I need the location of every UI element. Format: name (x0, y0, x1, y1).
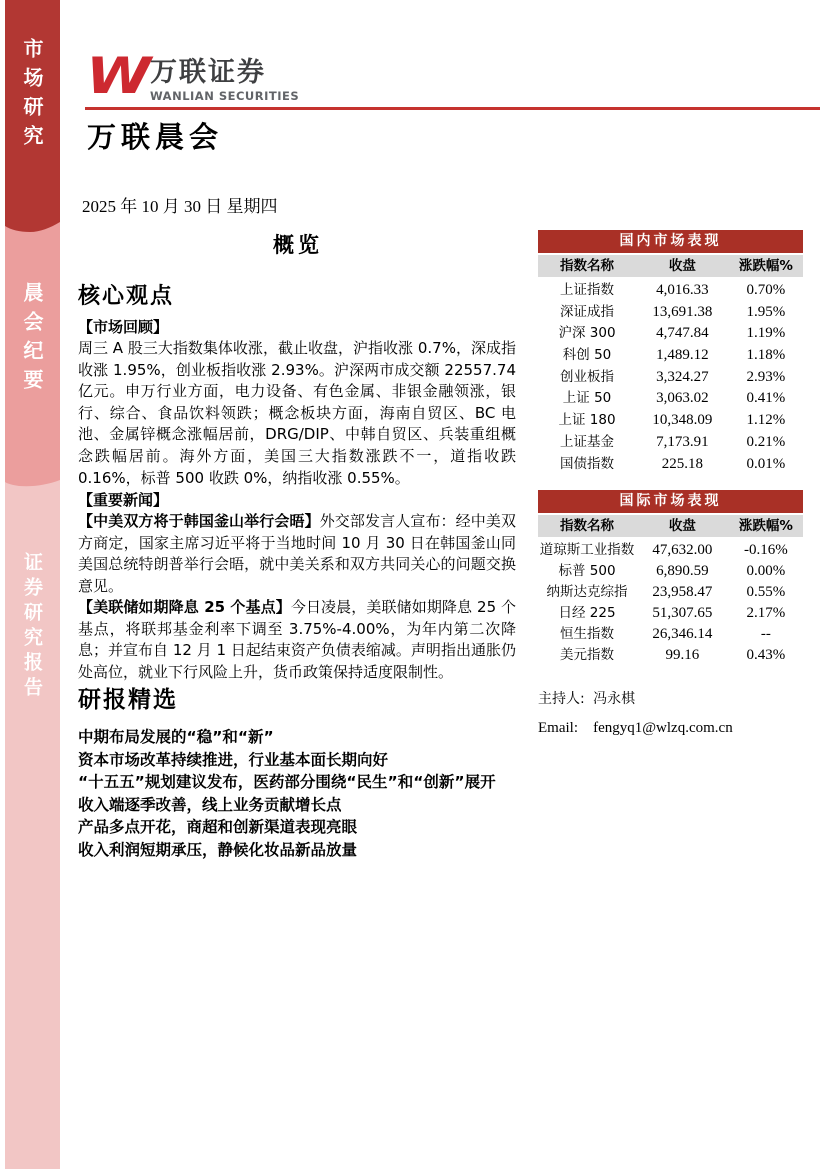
index-close: 4,016.33 (656, 282, 709, 298)
index-close: 26,346.14 (652, 626, 713, 642)
domestic-table-body (538, 280, 803, 475)
sidebar-section-morning-minutes: 晨会纪要 (20, 282, 44, 398)
index-close: 1,489.12 (656, 347, 709, 364)
table-row (538, 645, 803, 666)
index-change: 0.55% (746, 584, 786, 600)
host-name: 冯永棋 (593, 691, 636, 707)
index-change: 0.70% (746, 282, 786, 298)
table-row (538, 432, 803, 454)
index-name: 上证 180 (558, 412, 616, 429)
index-name: 标普 500 (558, 563, 616, 579)
table-row (538, 302, 803, 324)
table-row (538, 345, 803, 367)
table-row (538, 561, 803, 582)
index-change: 1.12% (746, 412, 786, 429)
index-close: 6,890.59 (656, 563, 709, 579)
index-change: 2.93% (746, 368, 786, 385)
index-name: 纳斯达克综指 (546, 584, 628, 600)
research-pick-item: 收入端逐季改善，线上业务贡献增长点 (78, 795, 342, 814)
index-change: 0.01% (746, 455, 786, 472)
overview-heading: 概览 (273, 233, 323, 257)
research-pick-item: 中期布局发展的“稳”和“新” (78, 728, 274, 746)
index-close: 51,307.65 (652, 605, 713, 621)
index-name: 道琼斯工业指数 (539, 542, 635, 558)
important-news-label: 【重要新闻】 (78, 491, 169, 509)
index-change: 1.19% (746, 325, 786, 342)
index-close: 3,063.02 (656, 390, 709, 407)
table-row (538, 454, 803, 476)
column-change-pct: 涨跌幅% (738, 518, 793, 534)
email-row (538, 717, 733, 737)
index-name: 深证成指 (560, 303, 615, 320)
column-index-name: 指数名称 (560, 258, 615, 274)
page-title: 万联晨会 (87, 120, 224, 154)
index-name: 创业板指 (560, 368, 615, 385)
table-row (538, 367, 803, 389)
index-change: -- (760, 626, 771, 642)
sidebar (5, 0, 60, 1169)
table-row (538, 624, 803, 645)
index-change: -0.16% (744, 542, 788, 558)
news-list (78, 511, 516, 683)
research-pick-item: 产品多点开花，商超和创新渠道表现亮眼 (78, 818, 358, 837)
table-row (538, 582, 803, 603)
index-name: 日经 225 (558, 605, 616, 621)
table-row (538, 388, 803, 410)
index-close: 3,324.27 (656, 368, 709, 385)
brand-name-en: WANLIAN SECURITIES (150, 89, 300, 104)
index-name: 上证 50 (562, 390, 612, 407)
column-change-pct: 涨跌幅% (738, 258, 793, 274)
host-label: 主持人: (538, 691, 585, 707)
index-close: 7,173.91 (656, 433, 709, 450)
host-block (538, 688, 733, 746)
table-row (538, 540, 803, 561)
host-row (538, 688, 733, 708)
index-close: 13,691.38 (652, 303, 713, 320)
index-change: 0.00% (746, 563, 786, 579)
market-review-label: 【市场回顾】 (78, 318, 169, 336)
index-change: 0.43% (746, 647, 786, 663)
domestic-table-column-header (538, 255, 803, 277)
index-close: 10,348.09 (652, 412, 713, 429)
column-close: 收盘 (668, 258, 696, 274)
index-close: 47,632.00 (652, 542, 713, 558)
index-name: 恒生指数 (560, 626, 615, 642)
index-change: 2.17% (746, 605, 786, 621)
email-value: fengyq1@wlzq.com.cn (593, 720, 733, 736)
index-change: 1.95% (746, 303, 786, 320)
international-table-column-header (538, 515, 803, 537)
index-close: 4,747.84 (656, 325, 709, 342)
news-item (78, 597, 516, 683)
index-name: 上证基金 (560, 433, 615, 450)
index-name: 科创 50 (562, 347, 612, 364)
international-market-table (538, 490, 803, 666)
core-views-heading: 核心观点 (78, 284, 175, 309)
table-row (538, 410, 803, 432)
domestic-market-table (538, 230, 803, 475)
index-name: 国债指数 (560, 455, 615, 472)
research-picks-heading: 研报精选 (78, 687, 178, 713)
index-close: 23,958.47 (652, 584, 713, 600)
table-row (538, 603, 803, 624)
index-name: 沪深 300 (558, 325, 616, 342)
index-change: 0.21% (746, 433, 786, 450)
research-pick-item: 资本市场改革持续推进，行业基本面长期向好 (78, 750, 389, 769)
report-date: 2025 年 10 月 30 日 星期四 (82, 197, 278, 216)
wanlian-logo-icon: W (86, 47, 152, 105)
column-close: 收盘 (668, 518, 696, 534)
news-item-body: 今日凌晨，美联储如期降息 25 个基点，将联邦基金利率下调至 3.75%-4.00%，为年内第二次降息；并宣布自 12 月 1 日起结束资产负债表缩减。声明指出通胀仍处高位，就业下行风险上升，货币政策保持适度限制性。 (78, 598, 516, 681)
email-label: Email: (538, 720, 578, 736)
domestic-table-title-bar: 国内市场表现 (538, 230, 803, 253)
sidebar-section-market-research: 市场研究 (20, 38, 44, 154)
research-picks-list (78, 726, 516, 862)
news-item (78, 511, 516, 597)
index-close: 99.16 (665, 647, 700, 663)
brand-name-cn: 万联证券 (150, 57, 266, 88)
table-row (538, 323, 803, 345)
index-close: 225.18 (661, 455, 704, 472)
table-row (538, 280, 803, 302)
index-name: 上证指数 (560, 282, 615, 298)
research-pick-item: “十五五”规划建议发布，医药部分围绕“民生”和“创新”展开 (78, 773, 496, 792)
international-table-body (538, 540, 803, 666)
index-change: 0.41% (746, 390, 786, 407)
header-divider-line (85, 107, 820, 110)
brand-block (150, 57, 299, 103)
research-pick-item: 收入利润短期承压，静候化妆品新品放量 (78, 840, 358, 859)
column-index-name: 指数名称 (560, 518, 615, 534)
news-item-title: 【中美双方将于韩国釜山举行会晤】 (78, 512, 320, 530)
sidebar-section-research-report: 证券研究报告 (21, 552, 43, 702)
news-item-body: 外交部发言人宣布：经中美双方商定，国家主席习近平将于当地时间 10 月 30 日在韩国釜山同美国总统特朗普举行会晤，就中美关系和双方共同关心的问题交换意见。 (78, 512, 516, 595)
market-review-paragraph: 周三 A 股三大指数集体收涨，截止收盘，沪指收涨 0.7%，深成指收涨 1.95%，创业板指收涨 2.93%。沪深两市成交额 22557.74 亿元。申万行业方面，电力设备、有色金属、非银金融领涨，银行、综合、食品饮料领跌；概念板块方面，海南自贸区、BC 电池、金属锌概念涨幅居前，DRG/DIP、中韩自贸区、兵装重组概念跌幅居前。海外方面，美国三大指数涨跌不一，道指收跌 0.16%，标普 500 收跌 0%，纳指收涨 0.55%。 (78, 339, 516, 487)
news-item-title: 【美联储如期降息 25 个基点】 (78, 598, 291, 616)
index-change: 1.18% (746, 347, 786, 364)
international-table-title-bar: 国际市场表现 (538, 490, 803, 513)
index-name: 美元指数 (560, 647, 615, 663)
